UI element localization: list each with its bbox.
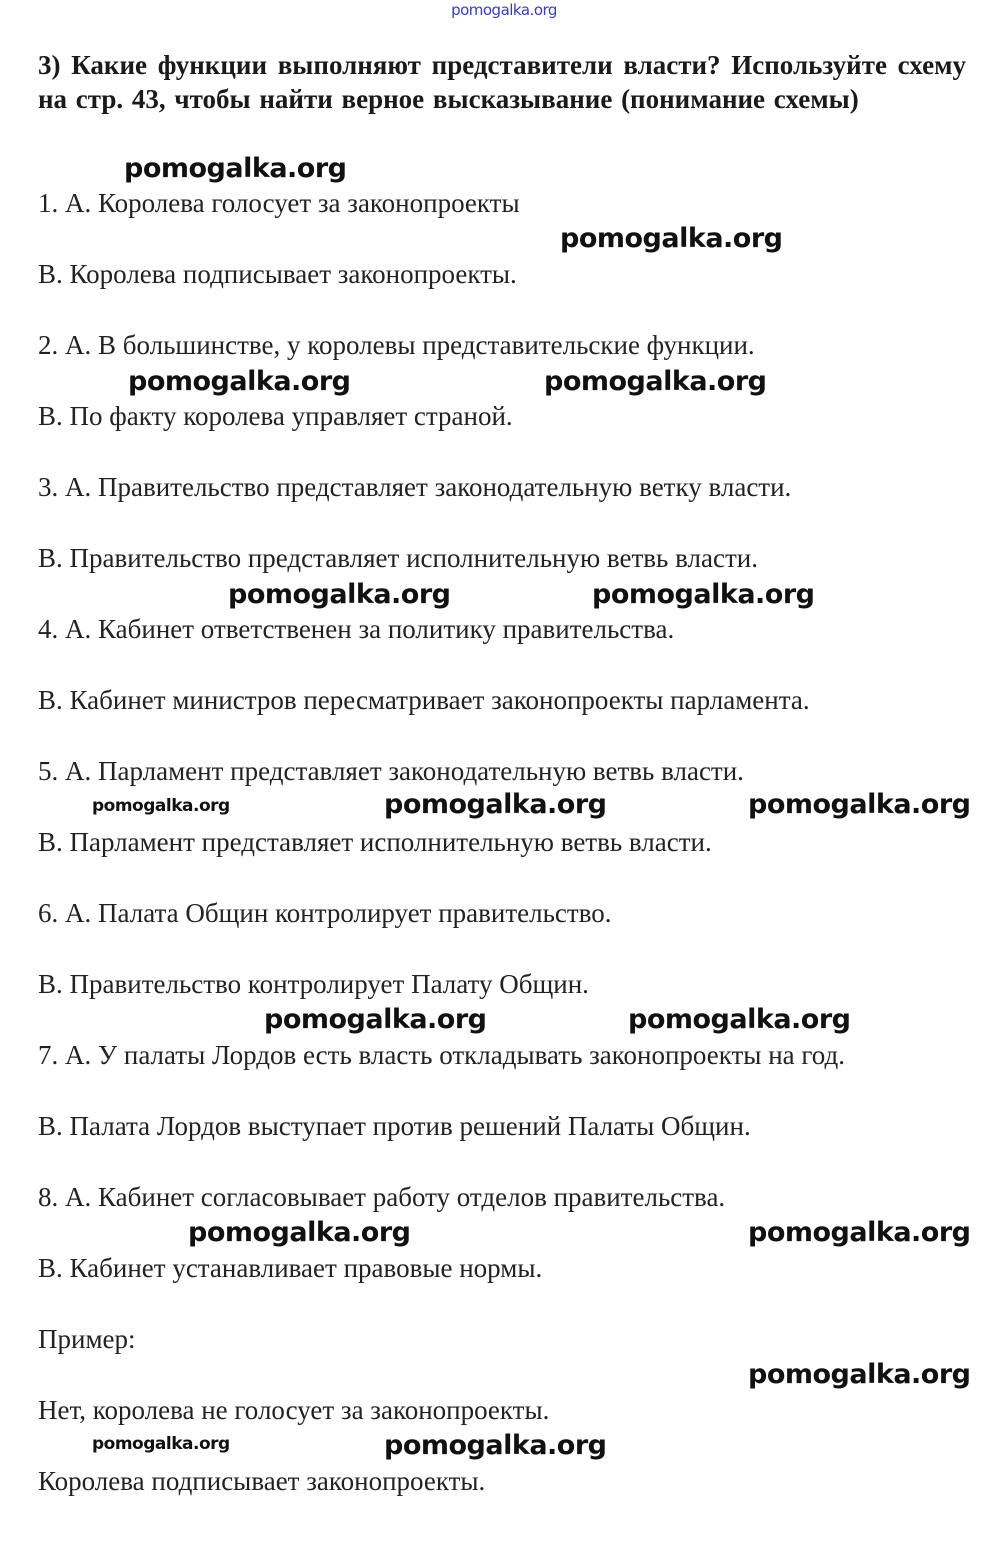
watermark: pomogalka.org xyxy=(228,579,451,610)
watermark: pomogalka.org xyxy=(748,1359,971,1390)
statement-line: 6. А. Палата Общин контролирует правительство. xyxy=(38,898,612,928)
statement-line: 2. А. В большинстве, у королевы представительские функции. xyxy=(38,330,755,360)
watermark: pomogalka.org xyxy=(592,579,815,610)
statement-line: В. Кабинет министров пересматривает законопроекты парламента. xyxy=(38,685,810,715)
statement-line: 3. А. Правительство представляет законодательную ветку власти. xyxy=(38,472,792,502)
statement-line: В. Королева подписывает законопроекты. xyxy=(38,259,517,289)
watermark: pomogalka.org xyxy=(748,789,971,820)
statement-line: 1. А. Королева голосует за законопроекты xyxy=(38,188,520,218)
statement-line: 7. А. У палаты Лордов есть власть откладывать законопроекты на год. xyxy=(38,1040,845,1070)
watermark: pomogalka.org xyxy=(384,789,607,820)
watermark: pomogalka.org xyxy=(748,1217,971,1248)
watermark: pomogalka.org xyxy=(384,1430,607,1461)
statement-line: В. Кабинет устанавливает правовые нормы. xyxy=(38,1253,543,1283)
header-watermark: pomogalka.org xyxy=(451,1,557,19)
statement-line: В. Правительство контролирует Палату Общин. xyxy=(38,969,589,999)
watermark: pomogalka.org xyxy=(92,796,230,816)
watermark: pomogalka.org xyxy=(188,1217,411,1248)
watermark: pomogalka.org xyxy=(264,1004,487,1035)
watermark: pomogalka.org xyxy=(628,1004,851,1035)
statement-line: 4. А. Кабинет ответственен за политику правительства. xyxy=(38,614,675,644)
statement-line: В. По факту королева управляет страной. xyxy=(38,401,513,431)
statement-line: 8. А. Кабинет согласовывает работу отделов правительства. xyxy=(38,1182,726,1212)
watermark: pomogalka.org xyxy=(128,366,351,397)
watermark: pomogalka.org xyxy=(92,1434,230,1454)
watermark: pomogalka.org xyxy=(124,153,347,184)
watermark: pomogalka.org xyxy=(560,223,783,254)
example-label: Пример: xyxy=(38,1324,136,1354)
question-heading: 3) Какие функции выполняют представители власти? Используйте схему на стр. 43, чтобы найти верное высказывание (понимание схемы) xyxy=(38,50,966,114)
example-line: Нет, королева не голосует за законопроекты. xyxy=(38,1395,550,1425)
statement-line: В. Парламент представляет исполнительную ветвь власти. xyxy=(38,827,712,857)
example-line: Королева подписывает законопроекты. xyxy=(38,1466,486,1496)
statement-line: В. Правительство представляет исполнительную ветвь власти. xyxy=(38,543,758,573)
statement-line: В. Палата Лордов выступает против решений Палаты Общин. xyxy=(38,1111,751,1141)
statement-line: 5. А. Парламент представляет законодательную ветвь власти. xyxy=(38,756,744,786)
watermark: pomogalka.org xyxy=(544,366,767,397)
